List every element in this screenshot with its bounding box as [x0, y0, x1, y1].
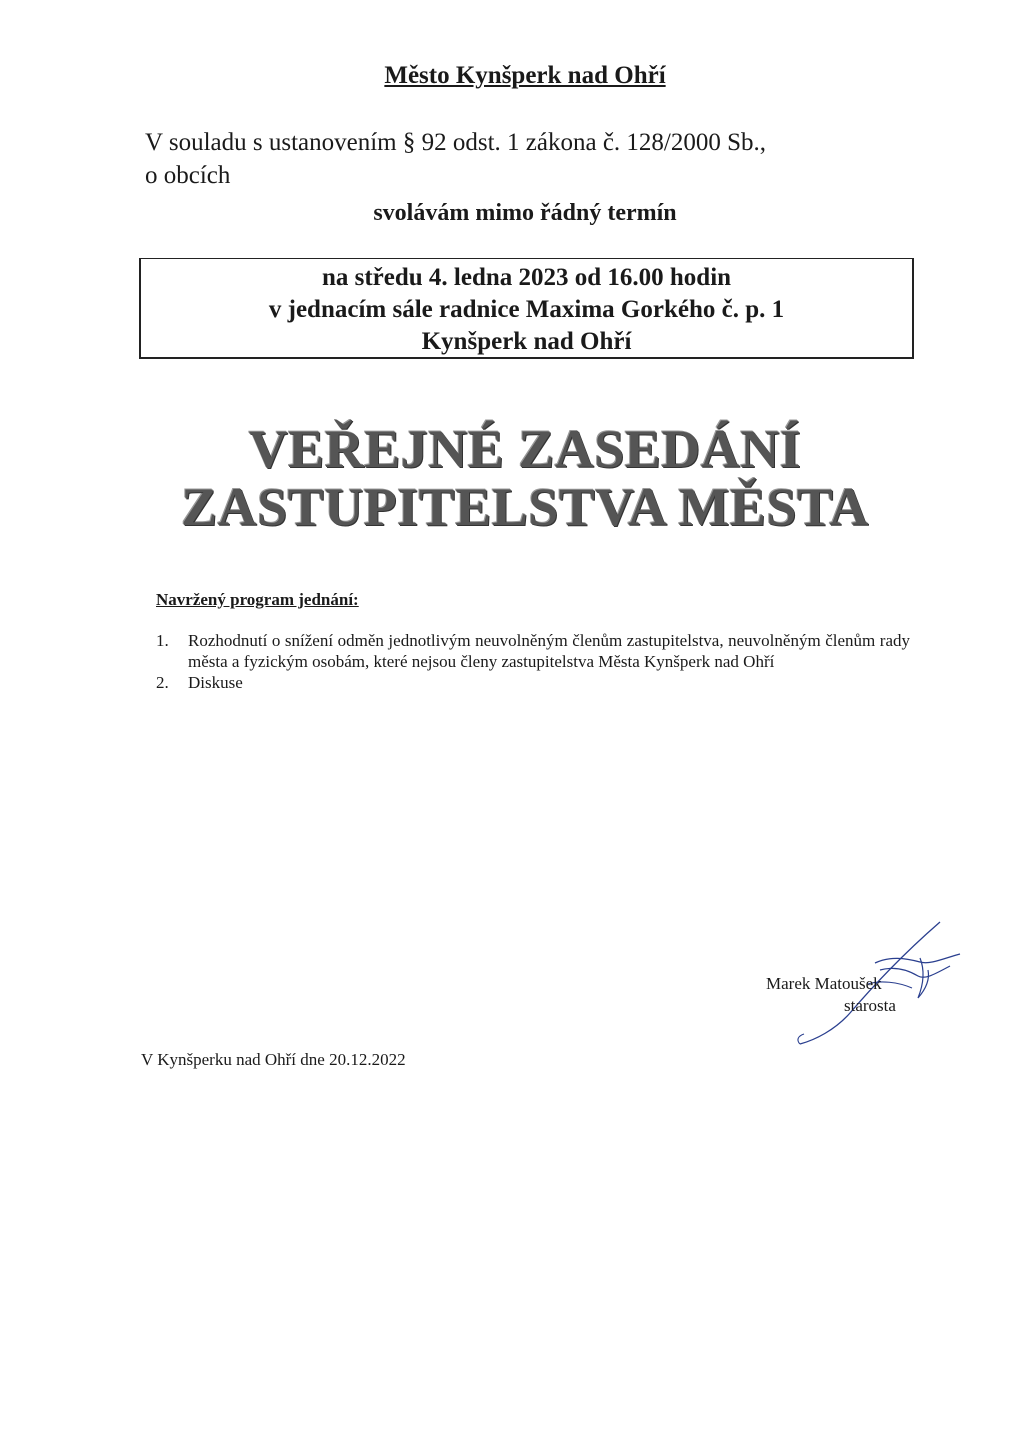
meeting-when: na středu 4. ledna 2023 od 16.00 hodin	[321, 264, 732, 291]
place-and-date: V Kynšperku nad Ohří dne 20.12.2022	[141, 1050, 406, 1069]
intro-line-2: o obcích	[145, 162, 231, 189]
list-item	[156, 630, 910, 672]
meeting-town: Kynšperk nad Ohří	[421, 328, 632, 355]
agenda-item-number: 1.	[156, 631, 169, 650]
agenda-item-number: 2.	[156, 673, 169, 692]
agenda-list	[156, 630, 910, 693]
signer-role: starosta	[844, 996, 896, 1015]
headline-line-2: ZASTUPITELSTVA MĚSTA	[181, 477, 869, 537]
intro-paragraph	[145, 126, 945, 192]
convene-statement: svolávám mimo řádný termín	[373, 200, 677, 226]
list-item	[156, 672, 910, 693]
agenda-item-text: Rozhodnutí o snížení odměn jednotlivým neuvolněným členům zastupitelstva, neuvolněným členům rady města a fyzickým osobám, které nejsou členy zastupitelstva Města Kynšperk nad Ohří	[188, 631, 910, 671]
intro-line-1: V souladu s ustanovením § 92 odst. 1 zákona č. 128/2000 Sb.,	[145, 129, 767, 156]
agenda-title: Navržený program jednání:	[156, 590, 359, 609]
meeting-details-box	[139, 258, 914, 359]
signer-name: Marek Matoušek	[766, 974, 882, 993]
headline-line-1: VEŘEJNÉ ZASEDÁNÍ	[248, 419, 802, 479]
meeting-where: v jednacím sále radnice Maxima Gorkého č. p. 1	[268, 296, 785, 323]
municipality-title: Město Kynšperk nad Ohří	[384, 62, 666, 89]
page-headline	[0, 420, 1024, 536]
agenda-item-text: Diskuse	[188, 673, 243, 692]
